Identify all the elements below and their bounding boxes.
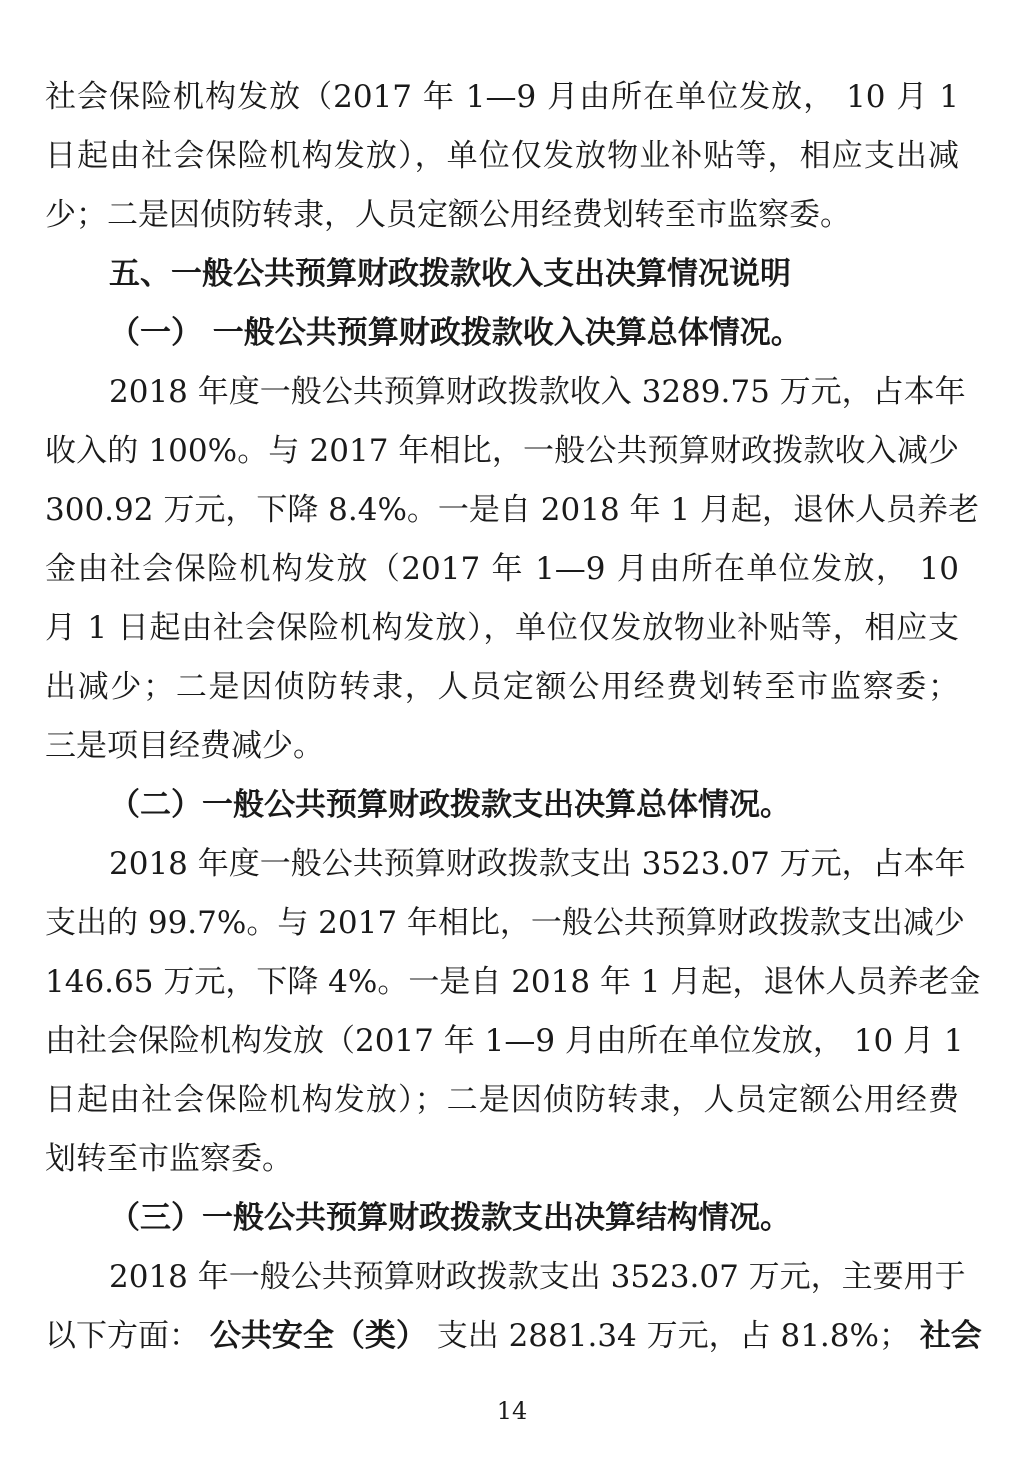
subsection-heading: （二）一般公共预算财政拨款支出决算总体情况。 <box>109 787 791 823</box>
page-number: 14 <box>496 1397 528 1425</box>
text-segment: 以下方面： <box>45 1318 200 1354</box>
text-line-mixed <box>45 1307 982 1366</box>
text-line: 146.65 万元，下降 4%。一是自 2018 年 1 月起，退休人员养老金 <box>45 964 981 1000</box>
text-line: 由社会保险机构发放（2017 年 1—9 月由所在单位发放， 10 月 1 <box>45 1023 964 1059</box>
text-line: 2018 年度一般公共预算财政拨款支出 3523.07 万元，占本年 <box>109 846 966 882</box>
text-line: 2018 年度一般公共预算财政拨款收入 3289.75 万元，占本年 <box>109 374 966 410</box>
subsection-heading: （三）一般公共预算财政拨款支出决算结构情况。 <box>109 1200 791 1236</box>
text-segment: 支出 2881.34 万元，占 81.8%； <box>436 1318 910 1354</box>
text-line: 日起由社会保险机构发放），单位仅发放物业补贴等，相应支出减 <box>45 138 959 174</box>
text-line: 支出的 99.7%。与 2017 年相比，一般公共预算财政拨款支出减少 <box>45 905 965 941</box>
text-line: 三是项目经费减少。 <box>45 728 324 764</box>
section-heading: 五、一般公共预算财政拨款收入支出决算情况说明 <box>109 256 791 292</box>
subsection-heading: （一） 一般公共预算财政拨款收入决算总体情况。 <box>109 315 802 351</box>
text-line: 出减少；二是因侦防转隶，人员定额公用经费划转至市监察委； <box>45 669 959 705</box>
text-line: 300.92 万元，下降 8.4%。一是自 2018 年 1 月起，退休人员养老 <box>45 492 979 528</box>
text-line: 划转至市监察委。 <box>45 1141 293 1177</box>
bold-text-segment: 社会 <box>919 1318 982 1354</box>
bold-text-segment: 公共安全（类） <box>209 1318 427 1354</box>
text-line: 少；二是因侦防转隶，人员定额公用经费划转至市监察委。 <box>45 197 851 233</box>
text-line: 收入的 100%。与 2017 年相比，一般公共预算财政拨款收入减少 <box>45 433 959 469</box>
document-page <box>45 0 982 1464</box>
text-line: 社会保险机构发放（2017 年 1—9 月由所在单位发放， 10 月 1 <box>45 79 959 115</box>
text-line: 月 1 日起由社会保险机构发放），单位仅发放物业补贴等，相应支 <box>45 610 959 646</box>
text-line: 日起由社会保险机构发放）；二是因侦防转隶，人员定额公用经费 <box>45 1082 959 1118</box>
text-line: 金由社会保险机构发放（2017 年 1—9 月由所在单位发放， 10 <box>45 551 959 587</box>
text-line: 2018 年一般公共预算财政拨款支出 3523.07 万元，主要用于 <box>109 1259 966 1295</box>
